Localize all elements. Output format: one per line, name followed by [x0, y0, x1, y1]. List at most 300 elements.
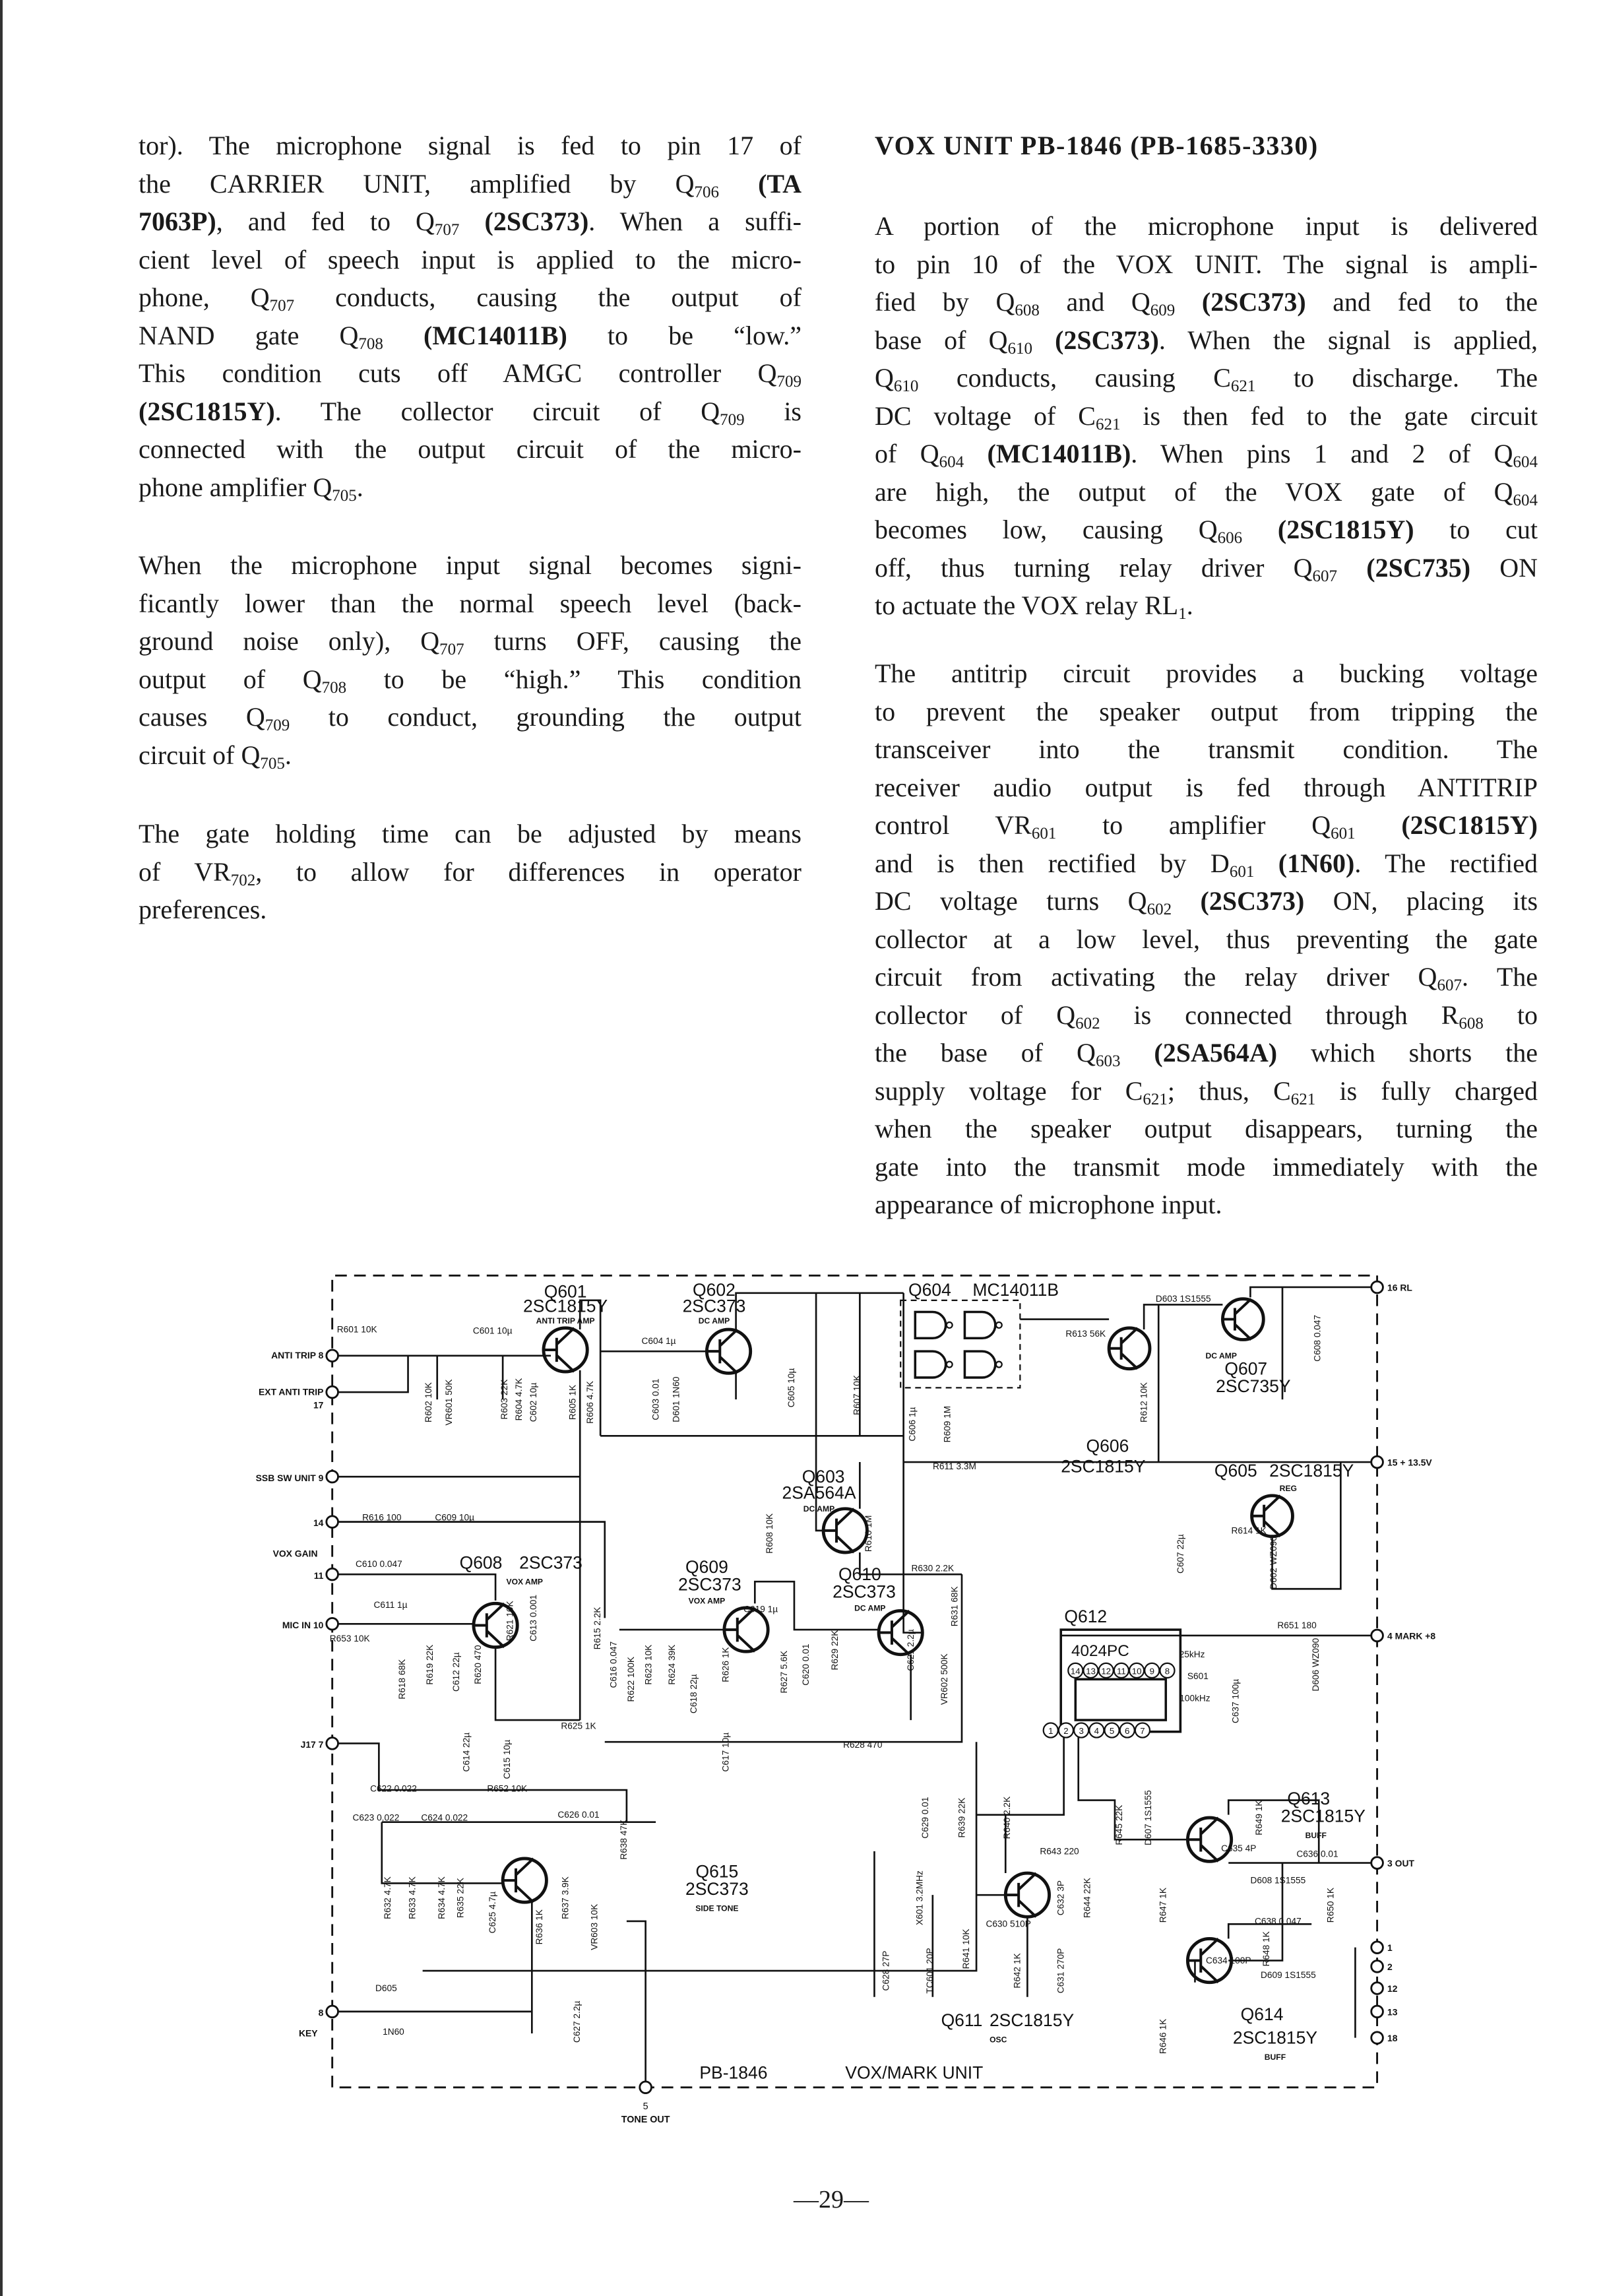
component-label: C602 10µ [528, 1382, 538, 1422]
transistor-ref: Q615 [695, 1861, 739, 1882]
component-label: R651 180 [1277, 1620, 1317, 1630]
component-label: R619 22K [425, 1644, 435, 1685]
text-run: DC voltage of C [875, 400, 1096, 431]
component-label: R601 10K [336, 1324, 377, 1335]
section-heading: VOX UNIT PB-1846 (PB-1685-3330) [875, 131, 1319, 160]
transistor-role: SIDE TONE [695, 1903, 739, 1913]
terminal-label: 17 [313, 1399, 324, 1411]
component-label: R638 47K [618, 1819, 629, 1860]
text-run: preferences. [139, 895, 267, 924]
terminal-icon [1371, 1630, 1383, 1642]
text-run: is fully charged [1315, 1075, 1538, 1106]
component-label: D607 1S1555 [1143, 1790, 1154, 1845]
component-label: C620 0.01 [801, 1643, 811, 1686]
text-run: . [356, 472, 363, 502]
component-label: C634 100P [1206, 1955, 1251, 1965]
component-label: R626 1K [720, 1647, 731, 1682]
transistor-ref: Q614 [1240, 2004, 1284, 2025]
text-run: output of Q [139, 664, 322, 694]
component-label: R602 10K [423, 1382, 433, 1422]
bold-part-number: (MC14011B) [987, 439, 1131, 468]
ic-pin-label: 10 [1131, 1666, 1142, 1676]
ic-ref: Q604 [908, 1280, 951, 1300]
component-label: R648 1K [1261, 1931, 1272, 1967]
nand-gate-icon [964, 1351, 995, 1378]
subscript: 705 [260, 754, 285, 773]
bold-part-number: (2SA564A) [1154, 1038, 1278, 1068]
text-run: appearance of microphone input. [875, 1190, 1222, 1219]
subscript: 601 [1331, 825, 1356, 843]
subscript: 702 [230, 871, 256, 889]
terminal-icon [1371, 1983, 1383, 1994]
text-run: . When a suffi- [588, 207, 802, 236]
terminal-label: 2 [1387, 1961, 1393, 1972]
wire [976, 1731, 1064, 1815]
component-label: C628 27P [881, 1950, 891, 1991]
text-run: This condition cuts off AMGC controller Q [139, 358, 777, 388]
text-run: DC voltage turns Q [875, 886, 1147, 916]
terminal-icon [1371, 1857, 1383, 1869]
text-run: gate into the transmit mode immediately with the [875, 1151, 1538, 1182]
terminal-label: 1 [1387, 1942, 1393, 1954]
tone-out-label: TONE OUT [621, 2114, 670, 2125]
page-number: —29— [794, 2186, 869, 2214]
text-run: . The rectified [1354, 848, 1538, 878]
ic-pin-label: 14 [1070, 1666, 1081, 1676]
transistor-role: BUFF [1264, 2052, 1286, 2062]
component-label: R629 22K [830, 1630, 840, 1671]
component-label: R609 1M [942, 1405, 953, 1443]
text-run: are high, the output of the VOX gate of Q [875, 476, 1513, 507]
component-label: TC601 20P [924, 1948, 935, 1994]
component-label: C601 10µ [472, 1325, 513, 1336]
transistor-type: 2SC1815Y [1269, 1461, 1354, 1481]
text-run: of VR [139, 856, 231, 887]
component-label: R608 10K [764, 1513, 774, 1554]
terminal-label: 16 RL [1387, 1282, 1412, 1293]
ic-pin-label: 13 [1086, 1666, 1096, 1676]
component-label: C631 270P [1055, 1948, 1066, 1994]
subscript: 601 [1031, 825, 1057, 843]
component-label: R621 10K [505, 1601, 515, 1642]
transistor-type: 2SC735Y [1216, 1376, 1291, 1397]
transistor-type: 2SC373 [677, 1574, 741, 1595]
transistor-icon [707, 1329, 750, 1373]
nand-gate-icon [915, 1312, 945, 1339]
terminal-icon [327, 1471, 338, 1483]
transistor-type: 2SC1815Y [523, 1296, 608, 1316]
component-label: C630 510P [986, 1919, 1031, 1929]
bold-part-number: (2SC373) [484, 207, 589, 236]
bold-part-number: (TA [758, 168, 802, 199]
terminal-label: ANTI TRIP 8 [271, 1350, 324, 1361]
bold-part-number: (1N60) [1278, 848, 1355, 878]
transistor-type: 2SC1815Y [1061, 1456, 1146, 1477]
transistor-icon [544, 1328, 587, 1372]
ic-pin-label: 3 [1079, 1726, 1084, 1737]
component-label: R645 22K [1114, 1804, 1125, 1845]
ic-pin-label: 12 [1101, 1666, 1112, 1676]
transistor-icon [503, 1859, 546, 1902]
terminal-icon [1371, 1942, 1383, 1954]
ic-pin-label: 11 [1117, 1666, 1126, 1676]
transistor-role: DC AMP [803, 1504, 835, 1514]
ic-pin-label: 5 [1109, 1726, 1115, 1737]
bold-part-number: (2SC373) [1200, 886, 1305, 916]
text-run: . When the signal is applied, [1158, 325, 1538, 355]
component-label: D605 [375, 1983, 397, 1993]
ic-pin-label: 4 [1094, 1726, 1100, 1737]
text-run: to be “high.” This condition [346, 664, 802, 694]
text-run: which shorts the [1277, 1038, 1538, 1068]
text-run: . The [1461, 962, 1538, 992]
nand-bubble-icon [947, 1322, 953, 1328]
text-run: phone, Q [139, 282, 270, 312]
ic-pin-label: 6 [1125, 1726, 1130, 1737]
unit-label: VOX/MARK UNIT [845, 2062, 984, 2083]
wire [1250, 1287, 1377, 1297]
component-label: C638 0.047 [1254, 1916, 1302, 1927]
wire [1144, 1304, 1222, 1329]
component-label: C623 0.022 [352, 1812, 400, 1823]
tone-out-pin: 5 [643, 2101, 648, 2112]
text-run: ; thus, C [1167, 1075, 1291, 1106]
component-label: R623 10K [643, 1644, 654, 1685]
transistor-type: 2SC1815Y [989, 2010, 1075, 2030]
transistor-type: 2SC373 [682, 1296, 746, 1316]
text-run: cient level of speech input is applied to the micro- [139, 244, 802, 274]
wire [338, 1574, 496, 1601]
wire [627, 1921, 646, 2088]
text-run: ficantly lower than the normal speech level (back- [139, 588, 802, 618]
subscript: 621 [1230, 377, 1256, 395]
text-run: supply voltage for C [875, 1075, 1143, 1106]
component-label: D601 1N60 [671, 1376, 681, 1422]
component-label: VR602 500K [939, 1653, 949, 1706]
text-run: ON, placing its [1304, 886, 1538, 916]
text-run: the base of Q [875, 1038, 1096, 1068]
text-run: receiver audio output is fed through ANTITRIP [875, 772, 1538, 802]
text-run: to cut [1414, 515, 1538, 544]
terminal-icon [327, 1738, 338, 1750]
text-run: circuit from activating the relay driver Q [875, 962, 1437, 992]
component-label: R647 1K [1158, 1887, 1168, 1923]
transistor-type: 2SC1815Y [1280, 1806, 1366, 1826]
component-label: R652 10K [487, 1783, 528, 1794]
component-label: C619 1µ [743, 1604, 778, 1614]
transistor-icon [823, 1509, 867, 1552]
subscript: 601 [1229, 862, 1255, 881]
component-label: R622 100K [625, 1656, 636, 1702]
subscript: 603 [1095, 1052, 1121, 1070]
ic-pin-label: 7 [1140, 1726, 1145, 1737]
component-label: R649 1K [1254, 1800, 1265, 1835]
component-label: 1N60 [383, 2027, 404, 2037]
transistor-role: DC AMP [1205, 1351, 1237, 1361]
component-label: R635 22K [455, 1878, 466, 1919]
component-label: R646 1K [1158, 2018, 1168, 2055]
component-label: C635 4P [1221, 1843, 1257, 1853]
component-label: R627 5.6K [778, 1650, 789, 1694]
subscript: 604 [1513, 491, 1538, 509]
text-run: is then fed to the gate circuit [1120, 400, 1538, 431]
transistor-ref: Q601 [544, 1281, 587, 1302]
component-label: C622 0.022 [370, 1783, 417, 1794]
terminal-label: SSB SW UNIT 9 [255, 1472, 324, 1483]
schematic-labels [256, 1280, 1436, 2062]
component-label: D603 1S1555 [1155, 1294, 1211, 1304]
component-label: C605 10µ [786, 1368, 796, 1408]
text-run: to amplifier Q [1056, 810, 1331, 840]
subscript: 606 [1217, 529, 1243, 547]
component-label: D608 1S1555 [1250, 1875, 1306, 1886]
terminal-icon [1371, 1281, 1383, 1293]
component-label: R639 22K [957, 1797, 967, 1838]
transistor-icon [1109, 1328, 1150, 1369]
text-run: when the speaker output disappears, turning the [875, 1114, 1538, 1143]
transistor-type: 2SC373 [519, 1552, 582, 1573]
transistor-icon [1222, 1299, 1263, 1340]
ic-q604-outline [900, 1300, 1020, 1388]
subscript: 604 [1513, 453, 1538, 471]
transistor-ref: Q613 [1287, 1789, 1331, 1809]
component-label: D606 WZ090 [1311, 1638, 1321, 1692]
text-run: and is then rectified by D [875, 848, 1230, 878]
component-label: C637 100µ [1230, 1678, 1241, 1723]
terminal-label: KEY [298, 2027, 318, 2039]
text-run: A portion of the microphone input is delivered [875, 211, 1538, 241]
terminal-icon [1371, 1456, 1383, 1468]
text-run: . [284, 740, 292, 770]
text-run: ground noise only), Q [139, 626, 440, 656]
component-label: R642 1K [1012, 1953, 1022, 1989]
component-label: R650 1K [1325, 1887, 1336, 1923]
transistor-type: 2SC1815Y [1232, 2027, 1318, 2048]
text-run: . The collector circuit of Q [274, 396, 720, 426]
wire [1273, 1462, 1341, 1589]
component-label: R644 22K [1082, 1878, 1092, 1919]
transistor-role: DC AMP [854, 1603, 886, 1613]
subscript: 709 [776, 373, 802, 391]
board-label: PB-1846 [699, 2062, 768, 2083]
terminal-label: J17 7 [300, 1739, 324, 1750]
component-label: R618 68K [397, 1659, 408, 1700]
component-label: R641 10K [961, 1929, 972, 1969]
transistor-ref: Q609 [685, 1556, 728, 1577]
component-label: R610 1M [864, 1515, 874, 1552]
wire [382, 1822, 503, 1884]
text-run: to pin 10 of the VOX UNIT. The signal is ampli- [875, 249, 1538, 279]
transistor-type: 2SC373 [685, 1879, 749, 1899]
component-label: VR603 10K [589, 1903, 600, 1950]
text-run: the CARRIER UNIT, amplified by Q [139, 168, 695, 199]
transistor-role: REG [1279, 1484, 1297, 1494]
component-label: C611 1µ [373, 1599, 408, 1610]
component-label: C624 0.022 [421, 1812, 468, 1823]
nand-gate-icon [915, 1351, 945, 1378]
bold-part-number: (MC14011B) [424, 320, 567, 350]
bold-part-number: (2SC735) [1366, 552, 1471, 583]
component-label: C607 22µ [1175, 1534, 1185, 1574]
transistor-type: 2SA564A [782, 1483, 856, 1503]
terminal-label: 15 + 13.5V [1387, 1457, 1432, 1468]
transistor-ref: Q608 [459, 1552, 503, 1573]
text-run: and fed to the [1305, 287, 1538, 317]
text-run: Q [875, 363, 894, 393]
terminal-label: EXT ANTI TRIP [259, 1386, 324, 1397]
text-run: to discharge. The [1255, 363, 1538, 393]
component-label: R628 470 [843, 1740, 883, 1750]
text-run: NAND gate Q [139, 320, 359, 350]
terminal-icon [327, 1568, 338, 1580]
subscript: 707 [434, 221, 460, 239]
transistor-role: DC AMP [698, 1316, 730, 1326]
transistor-ref: Q611 [941, 2010, 983, 2030]
subscript: 610 [1007, 339, 1032, 358]
subscript: 708 [358, 335, 383, 353]
component-label: R625 1K [561, 1721, 596, 1731]
nand-bubble-icon [947, 1362, 953, 1368]
subscript: 607 [1312, 567, 1338, 585]
subscript: 608 [1015, 302, 1040, 319]
bold-part-number: (2SC1815Y) [139, 396, 275, 426]
text-run: phone amplifier Q [139, 472, 332, 502]
component-label: R636 1K [534, 1909, 544, 1945]
terminal-icon [640, 2082, 652, 2093]
subscript: 706 [694, 183, 719, 201]
terminal-label: VOX GAIN [272, 1548, 318, 1559]
transistor-ref: Q602 [693, 1280, 736, 1300]
component-label: C627 2.2µ [572, 2000, 582, 2043]
text-run: . When pins 1 and 2 of Q [1131, 439, 1513, 468]
terminal-label: 11 [313, 1570, 324, 1581]
terminal-icon [327, 1618, 338, 1630]
component-label: C625 4.7µ [487, 1891, 498, 1934]
text-run: is [744, 396, 802, 426]
subscript: 705 [332, 486, 357, 505]
component-label: C614 22µ [461, 1732, 472, 1772]
transistor-ref: Q607 [1224, 1358, 1268, 1379]
transistor-role: ANTI TRIP AMP [536, 1316, 595, 1326]
ic-pin-label: 9 [1149, 1666, 1154, 1676]
component-label: R653 10K [329, 1633, 370, 1643]
component-label: R632 4.7K [383, 1876, 393, 1919]
transistor-ref: Q603 [802, 1466, 845, 1486]
component-label: C606 1µ [907, 1407, 918, 1442]
component-label: R613 56K [1065, 1329, 1106, 1339]
component-label: D602 WZ090 [1269, 1536, 1279, 1589]
text-run: to prevent the speaker output from tripping the [875, 696, 1538, 726]
bold-part-number: 7063P) [139, 207, 216, 236]
terminal-label: 18 [1387, 2033, 1398, 2044]
terminal-icon [1371, 2006, 1383, 2018]
component-label: D609 1S1555 [1260, 1970, 1316, 1981]
terminal-icon [1371, 1961, 1383, 1973]
component-label: R634 4.7K [436, 1876, 447, 1919]
subscript: 602 [1075, 1014, 1100, 1033]
bold-part-number: (2SC373) [1201, 287, 1306, 317]
component-label: X601 3.2MHz [914, 1870, 925, 1926]
nand-bubble-icon [996, 1322, 1002, 1328]
text-run: collector of Q [875, 1000, 1076, 1030]
terminal-label: 8 [318, 2007, 324, 2018]
text-run: conducts, causing the output of [294, 282, 802, 312]
component-label: 100kHz [1179, 1693, 1210, 1704]
transistor-role: VOX AMP [688, 1596, 726, 1606]
component-label: C617 10µ [720, 1732, 731, 1772]
bold-part-number: (2SC373) [1055, 325, 1159, 355]
subscript: 621 [1143, 1090, 1168, 1108]
component-label: R614 1K [1231, 1525, 1267, 1536]
transistor-ref: Q605 [1214, 1461, 1257, 1481]
text-run: fied by Q [875, 287, 1015, 317]
subscript: 607 [1437, 976, 1462, 994]
component-label: C626 0.01 [557, 1810, 600, 1820]
transistor-icon [1005, 1873, 1049, 1917]
component-label: R611 3.3M [932, 1461, 976, 1472]
component-label: C609 10µ [435, 1512, 475, 1523]
subscript: 610 [893, 377, 919, 395]
component-label: R620 470 [473, 1645, 484, 1684]
component-label: R616 100 [362, 1512, 402, 1523]
transistor-type: 2SC373 [833, 1581, 896, 1602]
text-run: conducts, causing C [918, 363, 1231, 393]
component-label: R603 22K [499, 1379, 509, 1420]
text-run: of Q [875, 439, 939, 468]
terminal-icon [1371, 2032, 1383, 2044]
component-label: S601 [1187, 1671, 1209, 1682]
bold-part-number: (2SC1815Y) [1277, 515, 1414, 544]
text-run: The antitrip circuit provides a bucking voltage [875, 658, 1538, 688]
component-label: C629 0.01 [920, 1797, 931, 1839]
ic-type: 4024PC [1071, 1642, 1129, 1660]
component-label: 25kHz [1179, 1649, 1205, 1660]
transistor-icon [1187, 1818, 1231, 1861]
bold-part-number: (2SC1815Y) [1401, 810, 1538, 840]
text-run: to conduct, grounding the output [290, 702, 802, 732]
wire [495, 1647, 580, 1720]
text-run: The gate holding time can be adjusted by means [139, 819, 802, 848]
text-run: to be “low.” [567, 320, 802, 350]
text-run: and Q [1039, 287, 1150, 317]
component-label: R643 220 [1040, 1846, 1079, 1857]
component-label: R607 10K [852, 1374, 862, 1415]
component-label: C616 0.047 [608, 1641, 619, 1688]
component-label: R605 1K [567, 1384, 578, 1420]
component-label: C608 0.047 [1312, 1314, 1323, 1362]
text-run: off, thus turning relay driver Q [875, 552, 1313, 583]
transistor-role: BUFF [1305, 1831, 1327, 1841]
text-run: is connected through R [1100, 1000, 1459, 1030]
wire [1079, 1731, 1188, 1840]
component-label: R612 10K [1139, 1382, 1149, 1422]
subscript: 709 [720, 410, 745, 429]
transistor-ref: Q610 [838, 1564, 881, 1584]
nand-gate-icon [964, 1312, 995, 1339]
transistor-ref: Q606 [1086, 1436, 1129, 1456]
text-run: tor). The microphone signal is fed to pin 17 of [139, 131, 802, 160]
subscript: 707 [269, 297, 295, 315]
terminal-label: MIC IN 10 [282, 1619, 324, 1630]
component-label: C618 22µ [688, 1674, 699, 1714]
component-label: C604 1µ [641, 1336, 676, 1347]
component-label: C610 0.047 [355, 1559, 402, 1570]
subscript: 621 [1290, 1090, 1316, 1108]
component-label: R633 4.7K [407, 1876, 418, 1919]
component-label: R615 2.2K [592, 1607, 603, 1650]
subscript: 708 [321, 678, 347, 697]
ic-pin-label: 8 [1164, 1666, 1170, 1676]
